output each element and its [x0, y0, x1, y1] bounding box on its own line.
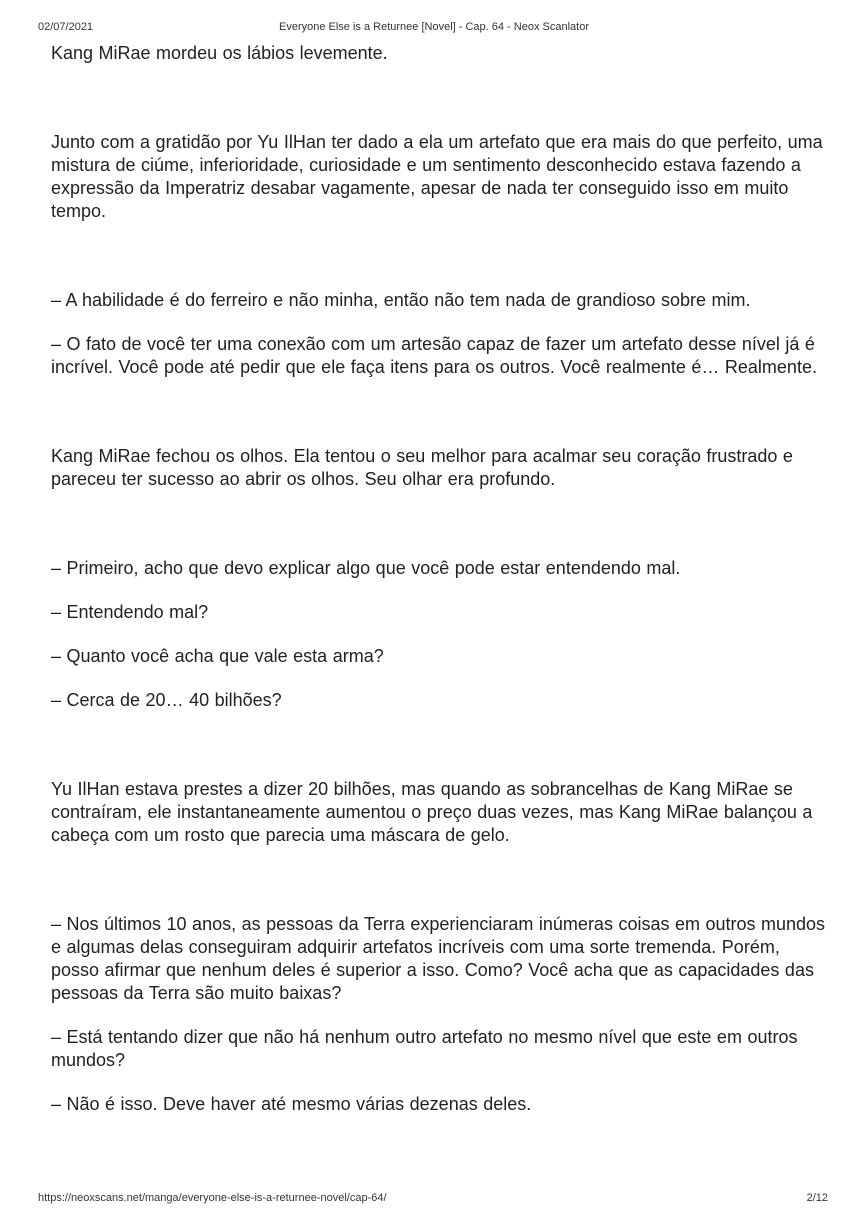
paragraph: – Primeiro, acho que devo explicar algo que você pode estar entendendo mal.: [51, 558, 681, 578]
paragraph: – Nos últimos 10 anos, as pessoas da Terra experienciaram inúmeras coisas em outros mundos e algumas delas conseguiram adquirir artefatos incríveis com uma sorte tremenda. Porém, posso afirmar que nenhum deles é superior a isso. Como? Você acha que as capacidades das pessoas da Terra são muito baixas?: [51, 914, 826, 1003]
paragraph: – Cerca de 20… 40 bilhões?: [51, 690, 282, 710]
paragraph: – O fato de você ter uma conexão com um artesão capaz de fazer um artefato desse nível já é incrível. Você pode até pedir que ele faça itens para os outros. Você realmente é… Realmente.: [51, 334, 817, 377]
print-date: 02/07/2021: [38, 21, 94, 33]
source-url: https://neoxscans.net/manga/everyone-else-is-a-returnee-novel/cap-64/: [38, 1192, 387, 1204]
paragraph: Kang MiRae mordeu os lábios levemente.: [51, 43, 388, 63]
page-title: Everyone Else is a Returnee [Novel] - Cap. 64 - Neox Scanlator: [279, 21, 589, 33]
paragraph: – Não é isso. Deve haver até mesmo várias dezenas deles.: [51, 1094, 532, 1114]
page-number: 2/12: [806, 1192, 828, 1204]
paragraph: – A habilidade é do ferreiro e não minha, então não tem nada de grandioso sobre mim.: [51, 290, 751, 310]
paragraph: Junto com a gratidão por Yu IlHan ter dado a ela um artefato que era mais do que perfeito, uma mistura de ciúme, inferioridade, curiosidade e um sentimento desconhecido estava fazendo a expressão da Imperatriz desabar vagamente, apesar de nada ter conseguido isso em muito tempo.: [51, 132, 823, 221]
paragraph: Kang MiRae fechou os olhos. Ela tentou o seu melhor para acalmar seu coração frustrado e pareceu ter sucesso ao abrir os olhos. Seu olhar era profundo.: [51, 446, 793, 489]
paragraph: – Entendendo mal?: [51, 602, 209, 622]
chapter-text: [51, 42, 831, 1137]
paragraph: – Está tentando dizer que não há nenhum outro artefato no mesmo nível que este em outros mundos?: [51, 1027, 798, 1070]
paragraph: – Quanto você acha que vale esta arma?: [51, 646, 384, 666]
paragraph: Yu IlHan estava prestes a dizer 20 bilhões, mas quando as sobrancelhas de Kang MiRae se contraíram, ele instantaneamente aumentou o preço duas vezes, mas Kang MiRae balançou a cabeça com um rosto que parecia uma máscara de gelo.: [51, 779, 813, 845]
